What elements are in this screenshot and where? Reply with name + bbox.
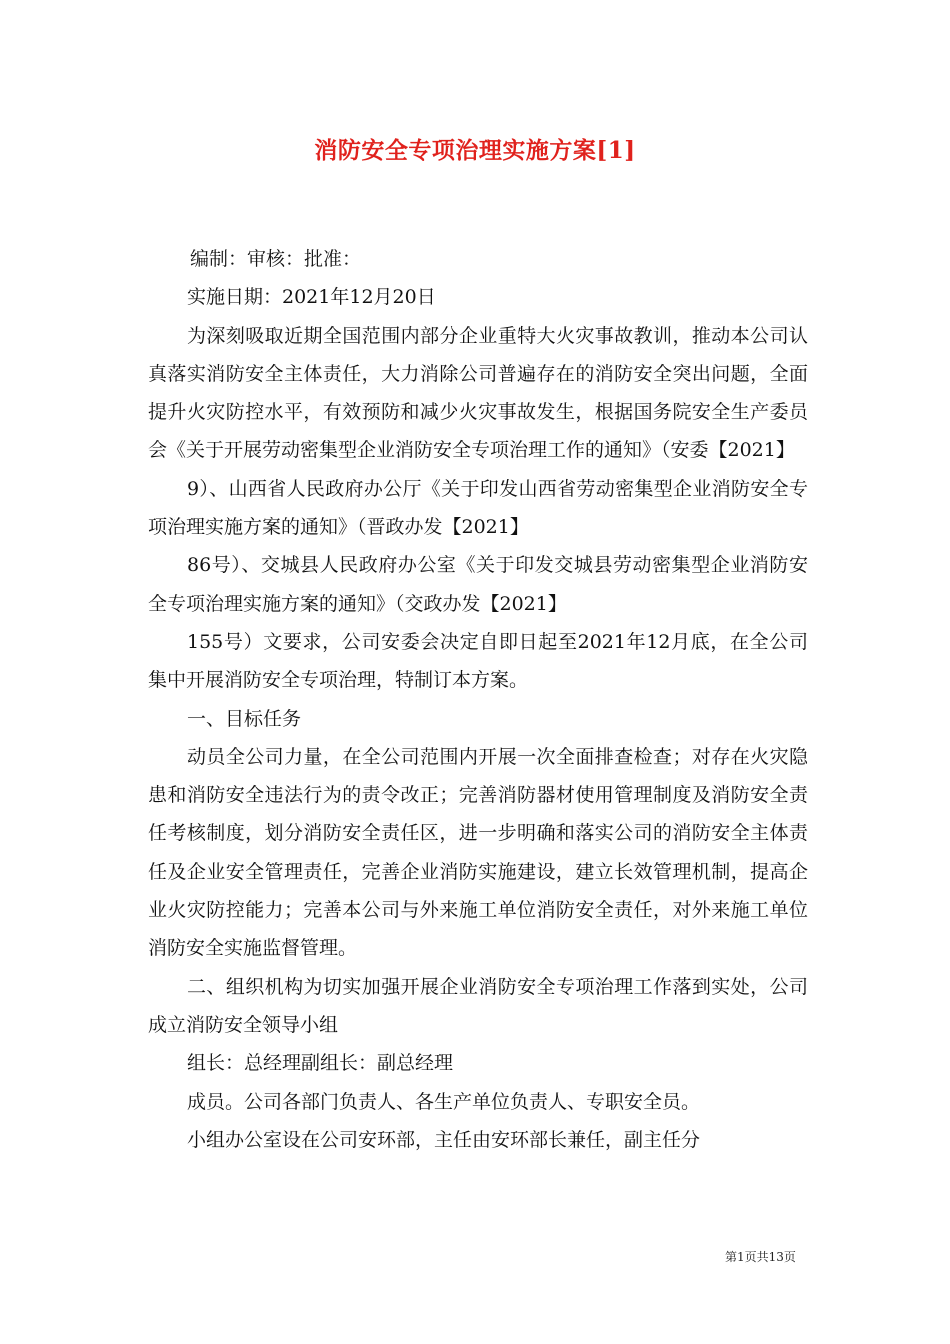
paragraph: 为深刻吸取近期全国范围内部分企业重特大火灾事故教训，推动本公司认真落实消防安全主体责任，大力消除公司普遍存在的消防安全突出问题，全面提升火灾防控水平，有效预防和减少火灾事故发生，根据国务院安全生产委员会《关于开展劳动密集型企业消防安全专项治理工作的通知》（安委【2021】: [148, 324, 808, 462]
paragraph-signoff: 编制：审核：批准：: [190, 248, 362, 270]
document-body: [148, 240, 808, 1159]
paragraph: 动员全公司力量，在全公司范围内开展一次全面排查检查；对存在火灾隐患和消防安全违法行为的责令改正；完善消防器材使用管理制度及消防安全责任考核制度，划分消防安全责任区，进一步明确和落实公司的消防安全主体责任及企业安全管理责任，完善企业消防实施建设，建立长效管理机制，提高企业火灾防控能力；完善本公司与外来施工单位消防安全责任，对外来施工单位消防安全实施监督管理。: [148, 745, 808, 960]
paragraph-date: 实施日期：2021年12月20日: [187, 286, 436, 309]
page-number: 第1页共13页: [725, 1250, 796, 1264]
document-title: 消防安全专项治理实施方案[1]: [314, 137, 636, 164]
section-heading: 二、组织机构为切实加强开展企业消防安全专项治理工作落到实处，公司成立消防安全领导小组: [148, 975, 808, 1036]
paragraph: 成员。公司各部门负责人、各生产单位负责人、专职安全员。: [187, 1090, 701, 1113]
paragraph: 小组办公室设在公司安环部，主任由安环部长兼任，副主任分: [187, 1128, 701, 1151]
paragraph: 86号）、交城县人民政府办公室《关于印发交城县劳动密集型企业消防安全专项治理实施方案的通知》（交政办发【2021】: [148, 554, 808, 615]
paragraph: 组长：总经理副组长：副总经理: [187, 1052, 454, 1075]
paragraph: 155号）文要求，公司安委会决定自即日起至2021年12月底，在全公司集中开展消防安全专项治理，特制订本方案。: [148, 630, 808, 692]
paragraph: 9）、山西省人民政府办公厅《关于印发山西省劳动密集型企业消防安全专项治理实施方案的通知》（晋政办发【2021】: [148, 477, 808, 539]
section-heading: 一、目标任务: [187, 707, 302, 730]
